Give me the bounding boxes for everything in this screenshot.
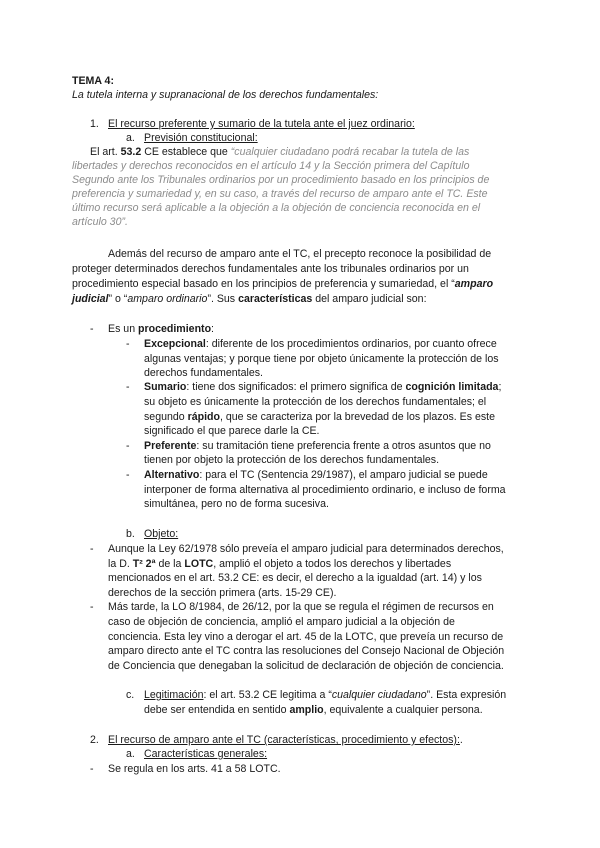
term-procedimiento: procedimiento (138, 323, 212, 335)
term-sumario: Sumario (144, 381, 187, 393)
term-rapido: rápido (187, 411, 220, 423)
list-text: : (211, 323, 214, 335)
list-text: segundo (144, 411, 188, 423)
subsection-c-letter: c. (126, 689, 135, 701)
list-text: Se regula en los arts. 41 a 58 LOTC. (108, 763, 281, 775)
list-text: ; (498, 381, 502, 393)
list-text: conciencia. Esta ley vino a derogar el art. 45 de la LOTC, que preveía un recurso de (108, 631, 504, 643)
subsection-b-heading: Objeto: (144, 528, 179, 540)
paragraph-line: Además del recurso de amparo ante el TC, el precepto reconoce la posibilidad de (108, 248, 492, 260)
term-preferente: Preferente (144, 440, 197, 452)
subsection-2a-letter: a. (126, 748, 135, 760)
term-cualquier-ciudadano: cualquier ciudadano (331, 689, 427, 701)
list-text: mencionados en el art. 53.2 CE: es decir, el derecho a la igualdad (art. 14) y los (108, 572, 482, 584)
quote-line: preferencia y sumariedad y, en su caso, a través del recurso de amparo ante el TC. Este (72, 188, 488, 200)
section-2-heading-line (108, 733, 463, 748)
quote-line: libertades y derechos reconocidos en el artículo 14 y la Sección primera del Capítulo (72, 160, 470, 172)
subsection-2a-heading: Características generales: (144, 748, 268, 760)
list-text: , que se caracteriza por la brevedad de los plazos. Es este (219, 411, 495, 423)
list-text (108, 557, 451, 572)
term-amparo-ordinario: amparo ordinario (127, 293, 208, 305)
bullet-dash: - (126, 469, 130, 481)
list-text: caso de objeción de conciencia, amplió el amparo judicial a la objeción de (108, 616, 455, 628)
section-1-heading: El recurso preferente y sumario de la tutela ante el juez ordinario: (108, 118, 415, 130)
quote-intro-text: El art. (90, 146, 121, 158)
term-caracteristicas: características (238, 293, 313, 305)
quote-intro-text-2: CE establece que (141, 146, 231, 158)
list-text (144, 703, 483, 718)
bullet-dash: - (90, 543, 94, 555)
term-disposicion: T² 2ª (132, 558, 156, 570)
term-lotc: LOTC (184, 558, 214, 570)
list-text: de Conciencia que denegaban la solicitud de declaración de objeción de conciencia. (108, 660, 504, 672)
list-text: algunas ventajas; y porque tiene por objeto únicamente la protección de los (144, 353, 499, 365)
quote-intro (90, 145, 469, 160)
list-text: amparo directo ante el TC contra las resoluciones del Consejo Nacional de Objeción (108, 645, 505, 657)
list-text: su objeto es únicamente la protección de los derechos fundamentales; el (144, 396, 487, 408)
bullet-dash: - (126, 440, 130, 452)
list-text: : su tramitación tiene preferencia frente a otros asuntos que no (196, 440, 491, 452)
term-amparo-judicial-a: amparo (454, 278, 494, 290)
page-title: TEMA 4: (72, 75, 114, 87)
quote-line: Segundo ante los Tribunales ordinarios por un procedimiento basado en los principios de (72, 174, 490, 186)
list-text: , amplió el objeto a todos los derechos y libertades (213, 558, 452, 570)
quote-line: “cualquier ciudadano podrá recabar la tutela de las (230, 146, 470, 158)
paragraph-text: ” o “ (108, 293, 128, 305)
list-text: tienen por objeto la protección de los derechos fundamentales. (144, 454, 440, 466)
list-item (144, 380, 501, 395)
quote-line: último recurso será aplicable a la objeción a la objeción de conciencia reconocida en el (72, 202, 481, 214)
bullet-dash: - (90, 763, 94, 775)
bullet-dash: - (90, 601, 94, 613)
list-text: Más tarde, la LO 8/1984, de 26/12, por la que se regula el régimen de recursos en (108, 601, 494, 613)
list-text: simultánea, pero no de forma sucesiva. (144, 498, 329, 510)
paragraph-text: procedimiento especial basado en los principios de preferencia y sumariedad, el “ (72, 278, 455, 290)
term-alternativo: Alternativo (144, 469, 200, 481)
bullet-dash: - (90, 323, 94, 335)
term-amparo-judicial-b: judicial (72, 293, 109, 305)
paragraph-text: ”. Sus (207, 293, 239, 305)
subsection-b-letter: b. (126, 528, 135, 540)
list-text: interponer de forma alternativa al procedimiento ordinario, e incluso de forma (144, 484, 506, 496)
list-item (108, 322, 214, 337)
list-text: , equivalente a cualquier persona. (323, 704, 483, 716)
quote-intro-art: 53.2 (120, 146, 142, 158)
bullet-dash: - (126, 381, 130, 393)
paragraph-line (72, 277, 493, 292)
paragraph-text: del amparo judicial son: (312, 293, 427, 305)
paragraph-line: proteger determinados derechos fundamentales ante los tribunales ordinarios por un (72, 263, 469, 275)
page-subtitle: La tutela interna y supranacional de los derechos fundamentales: (72, 89, 379, 101)
list-text: : tiene dos significados: el primero significa de (186, 381, 406, 393)
section-2-heading: El recurso de amparo ante el TC (características, procedimiento y efectos): (108, 734, 460, 746)
section-2-heading-tail: . (459, 734, 463, 746)
subsection-c-heading: Legitimación (144, 689, 204, 701)
list-text: ”. Esta expresión (426, 689, 507, 701)
list-text: derechos fundamentales. (144, 367, 263, 379)
subsection-a-heading: Previsión constitucional: (144, 132, 258, 144)
term-cognicion-limitada: cognición limitada (405, 381, 499, 393)
list-text: Es un (108, 323, 139, 335)
list-text: derechos de la sección primera (arts. 15-29 CE). (108, 587, 337, 599)
list-text: Aunque la Ley 62/1978 sólo preveía el amparo judicial para determinados derechos, (108, 543, 504, 555)
term-excepcional: Excepcional (144, 338, 206, 350)
list-text: : el art. 53.2 CE legitima a “ (203, 689, 332, 701)
list-text: la D. (108, 558, 133, 570)
list-item (144, 439, 491, 454)
list-item (144, 468, 488, 483)
bullet-dash: - (126, 338, 130, 350)
list-text (144, 410, 495, 425)
list-text: : diferente de los procedimientos ordinarios, por cuanto ofrece (205, 338, 497, 350)
list-text: debe ser entendida en sentido (144, 704, 290, 716)
paragraph-line (72, 292, 427, 307)
term-amplio: amplio (289, 704, 324, 716)
section-2-number: 2. (90, 734, 99, 746)
subsection-a-letter: a. (126, 132, 135, 144)
quote-line: artículo 30”. (72, 216, 128, 228)
list-text: de la (155, 558, 185, 570)
list-item (144, 688, 506, 703)
section-1-number: 1. (90, 118, 99, 130)
list-item (144, 337, 497, 352)
list-text: significado el que parece darle la CE. (144, 425, 320, 437)
list-text: : para el TC (Sentencia 29/1987), el amparo judicial se puede (199, 469, 488, 481)
